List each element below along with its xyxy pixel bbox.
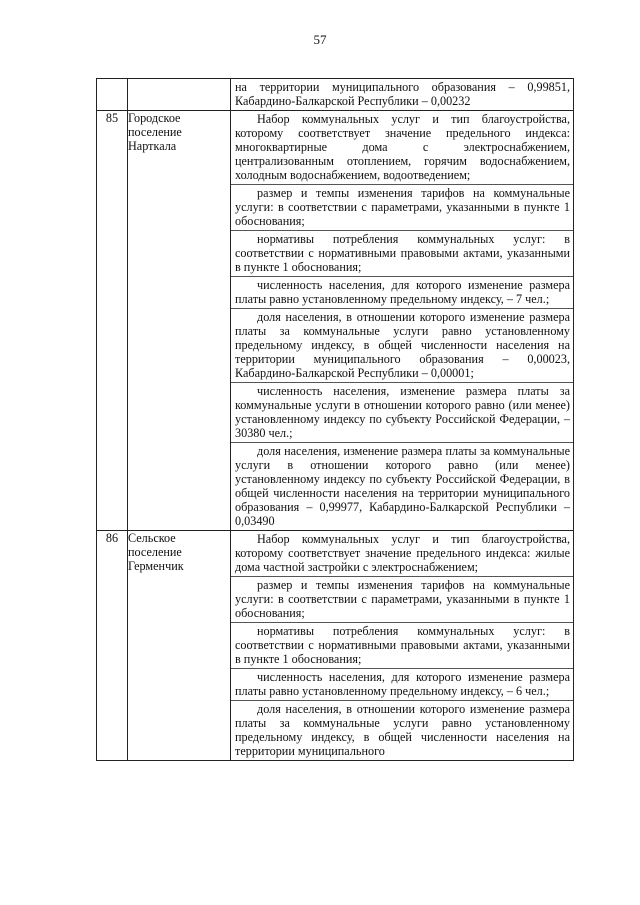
table-row-85 [97, 111, 574, 531]
cell-text [231, 79, 574, 111]
paragraph: нормативы потребления коммунальных услуг: в соответствии с нормативными правовыми актами, указанными в пункте 1 обоснования; [231, 230, 573, 276]
cell-number [97, 79, 128, 111]
row-number: 86 [97, 531, 128, 761]
cell-settlement [128, 79, 231, 111]
paragraph: численность населения, для которого изменение размера платы равно установленному предельному индексу, – 7 чел.; [231, 276, 573, 308]
paragraph: Набор коммунальных услуг и тип благоустройства, которому соответствует значение предельного индекса: многоквартирные дома с электроснабжением, централизованным отоплением, горячим водоснабжением, холодным водоснабжением, водоотведением; [235, 112, 570, 182]
table-row-carryover [97, 79, 574, 111]
cell-text [231, 531, 574, 761]
paragraph: Набор коммунальных услуг и тип благоустройства, которому соответствует значение предельного индекса: жилые дома частной застройки с электроснабжением; [235, 532, 570, 574]
paragraph: доля населения, в отношении которого изменение размера платы за коммунальные услуги равно установленному предельному индексу, в общей численности населения на территории муниципального образования – 0,00023, Кабардино-Балкарской Республики – 0,00001; [231, 308, 573, 382]
settlement-name: Сельское поселение Герменчик [128, 531, 231, 761]
row-number: 85 [97, 111, 128, 531]
cell-text [231, 111, 574, 531]
paragraph: размер и темпы изменения тарифов на коммунальные услуги: в соответствии с параметрами, указанными в пункте 1 обоснования; [231, 576, 573, 622]
paragraph: численность населения, изменение размера платы за коммунальные услуги в отношении которого равно (или менее) установленному индексу по субъекту Российской Федерации, – 30380 чел.; [231, 382, 573, 442]
table-row-86 [97, 531, 574, 761]
paragraph: нормативы потребления коммунальных услуг: в соответствии с нормативными правовыми актами, указанными в пункте 1 обоснования; [231, 622, 573, 668]
document-table [96, 78, 574, 761]
page-number: 57 [313, 32, 327, 47]
paragraph: численность населения, для которого изменение размера платы равно установленному предельному индексу, – 6 чел.; [231, 668, 573, 700]
paragraph: размер и темпы изменения тарифов на коммунальные услуги: в соответствии с параметрами, указанными в пункте 1 обоснования; [231, 184, 573, 230]
paragraph: доля населения, в отношении которого изменение размера платы за коммунальные услуги равно установленному предельному индексу, в общей численности населения на территории муниципального [231, 700, 573, 760]
paragraph: доля населения, изменение размера платы за коммунальные услуги в отношении которого равно (или менее) установленному индексу по субъекту Российской Федерации, в общей численности населения на территории муниципального образования – 0,99977, Кабардино-Балкарской Республики – 0,03490 [231, 442, 573, 530]
settlement-name: Городское поселение Нарткала [128, 111, 231, 531]
paragraph: на территории муниципального образования – 0,99851, Кабардино-Балкарской Республики – 0,00232 [235, 80, 570, 108]
